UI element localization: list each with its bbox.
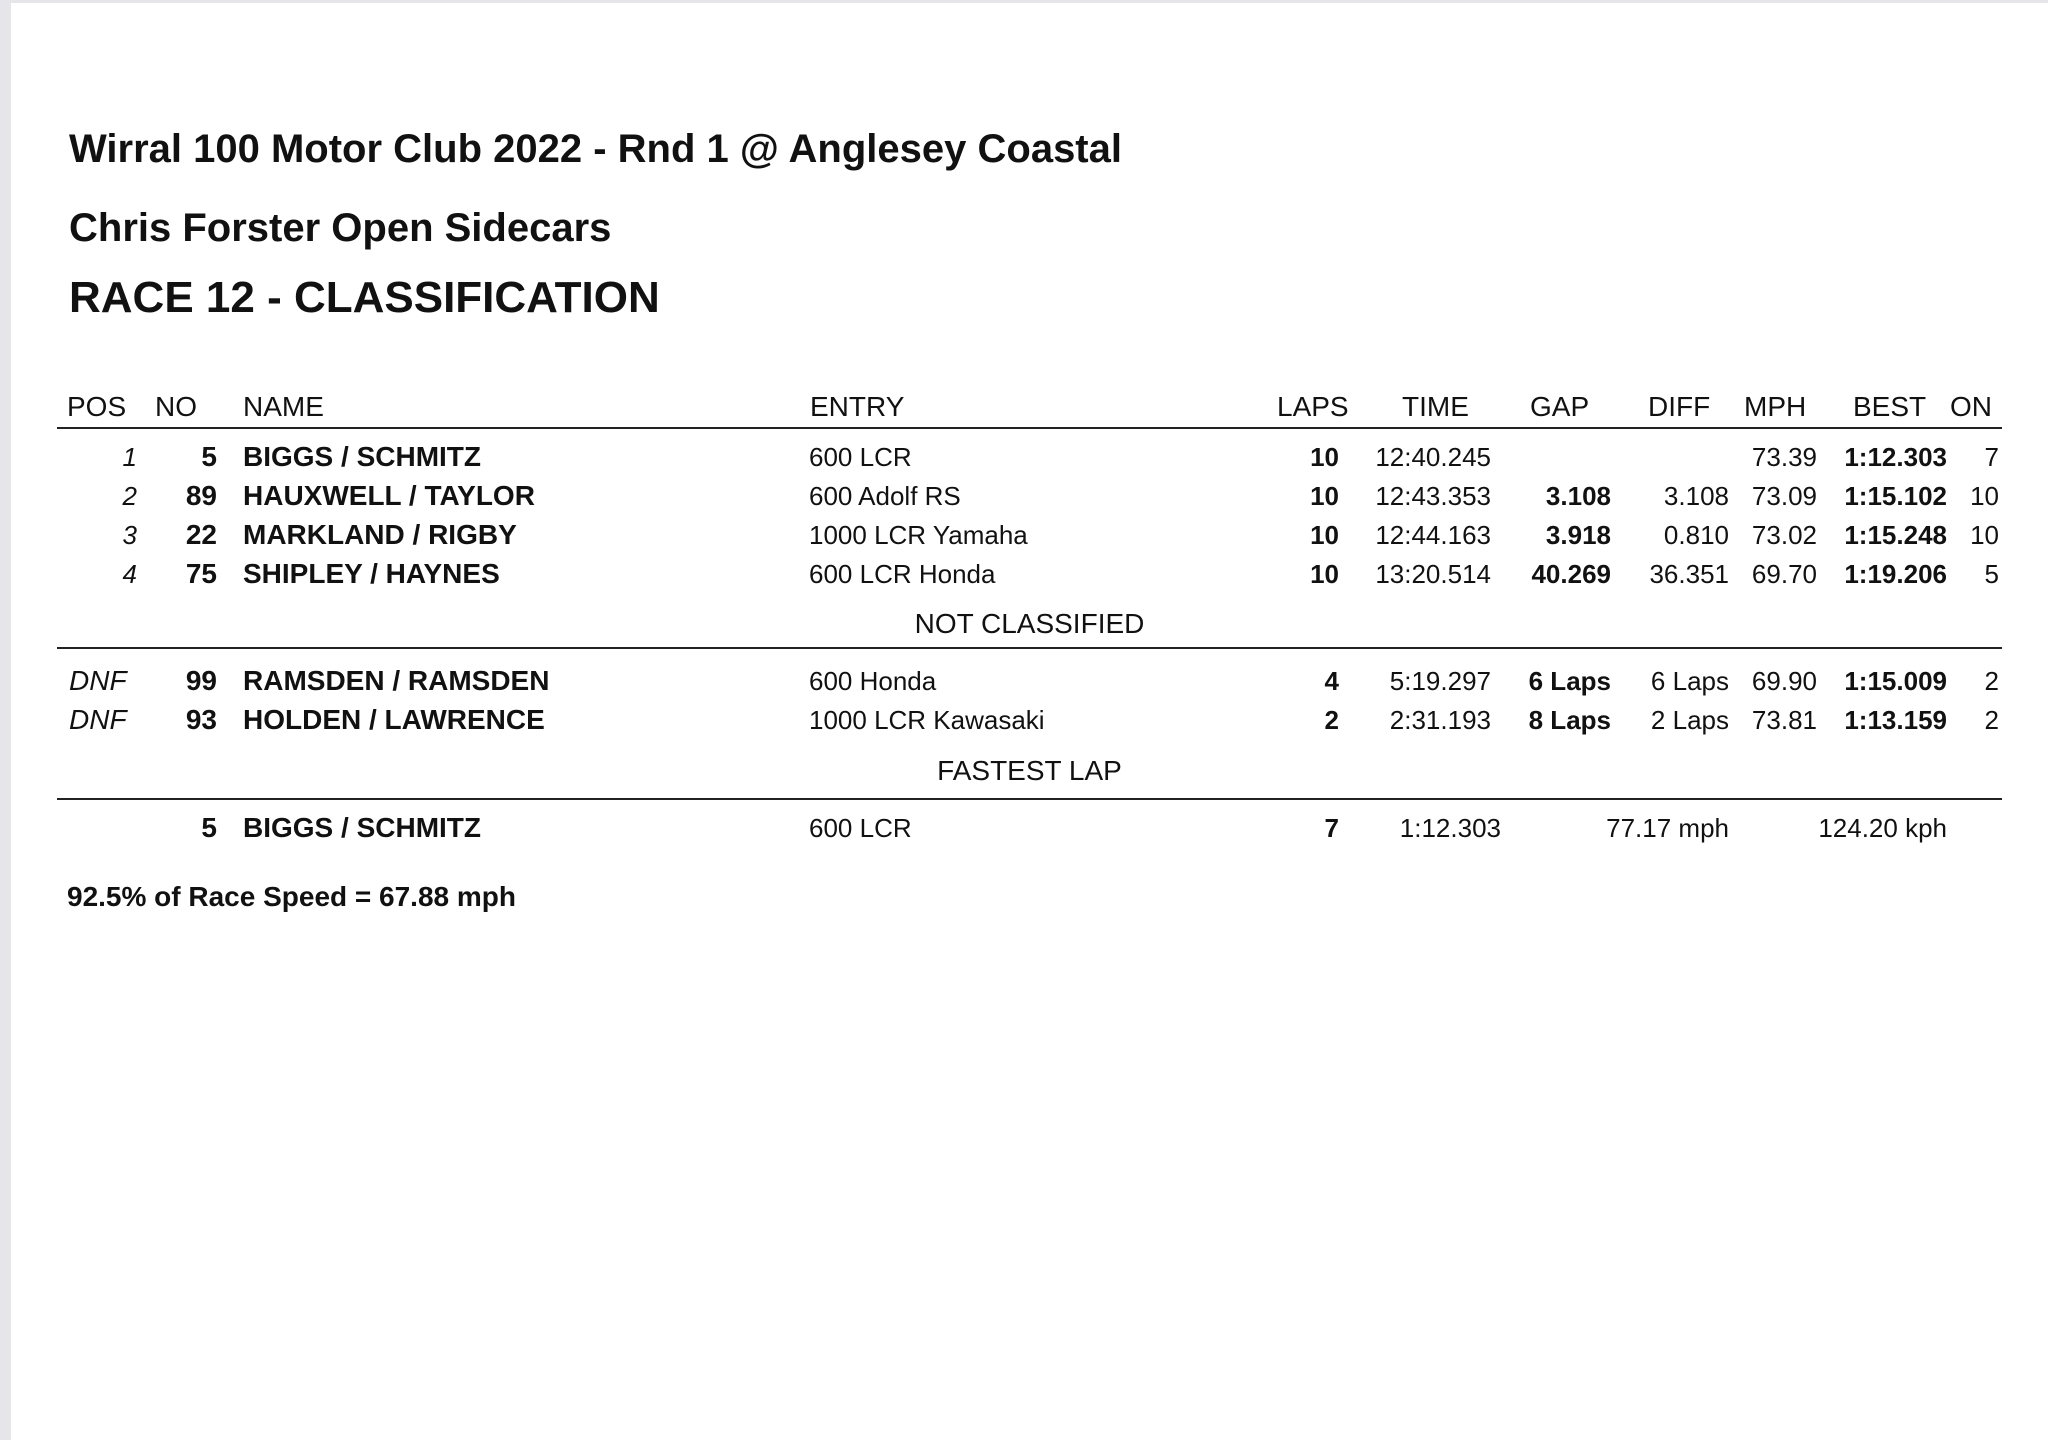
table-row — [11, 700, 2048, 740]
laps-cell: 10 — [1310, 481, 1339, 511]
gap-cell: 3.108 — [1545, 481, 1611, 511]
laps-cell: 10 — [1310, 442, 1339, 472]
name-cell: SHIPLEY / HAYNES — [243, 558, 500, 589]
lap-kph-cell: 124.20 kph — [1818, 813, 1947, 843]
no-cell: 93 — [185, 704, 217, 735]
best-cell: 1:12.303 — [1844, 442, 1947, 472]
table-row — [11, 515, 2048, 555]
no-cell: 75 — [185, 558, 217, 589]
on-cell: 2 — [1984, 705, 1999, 735]
entry-cell: 600 LCR — [809, 442, 912, 472]
entry-cell: 1000 LCR Kawasaki — [809, 705, 1045, 735]
name-cell: BIGGS / SCHMITZ — [243, 441, 481, 472]
entry-cell: 600 LCR — [809, 813, 912, 843]
col-header-gap: GAP — [1530, 391, 1590, 422]
col-header-laps: LAPS — [1277, 391, 1349, 422]
laps-cell: 10 — [1310, 559, 1339, 589]
table-row — [11, 476, 2048, 516]
name-cell: BIGGS / SCHMITZ — [243, 812, 481, 843]
lap-cell: 7 — [1324, 813, 1339, 843]
col-header-on: ON — [1950, 391, 1992, 422]
pos-cell: DNF — [69, 665, 127, 696]
entry-cell: 600 Adolf RS — [809, 481, 961, 511]
best-cell: 1:15.009 — [1844, 666, 1947, 696]
pos-cell: 1 — [122, 442, 137, 472]
on-cell: 5 — [1984, 559, 1999, 589]
name-cell: HOLDEN / LAWRENCE — [243, 704, 545, 735]
mph-cell: 73.09 — [1751, 481, 1817, 511]
best-cell: 1:15.102 — [1844, 481, 1947, 511]
on-cell: 7 — [1984, 442, 1999, 472]
fastest-lap-row — [11, 808, 2048, 848]
laps-cell: 2 — [1324, 705, 1339, 735]
col-header-time: TIME — [1402, 391, 1469, 422]
lap-mph-cell: 77.17 mph — [1606, 813, 1729, 843]
name-cell: RAMSDEN / RAMSDEN — [243, 665, 550, 696]
race-title: RACE 12 - CLASSIFICATION — [69, 273, 660, 322]
on-cell: 2 — [1984, 666, 1999, 696]
diff-cell: 3.108 — [1663, 481, 1729, 511]
no-cell: 99 — [185, 665, 217, 696]
on-cell: 10 — [1970, 481, 1999, 511]
mph-cell: 73.81 — [1751, 705, 1817, 735]
fastest-lap-heading: FASTEST LAP — [937, 755, 1122, 786]
diff-cell: 6 Laps — [1650, 666, 1729, 696]
table-row — [11, 661, 2048, 701]
diff-cell: 36.351 — [1649, 559, 1729, 589]
mph-cell: 73.02 — [1751, 520, 1817, 550]
no-cell: 5 — [201, 441, 217, 472]
gap-cell: 40.269 — [1531, 559, 1611, 589]
col-header-no: NO — [155, 391, 197, 422]
lap-time-cell: 1:12.303 — [1399, 813, 1501, 843]
col-header-entry: ENTRY — [810, 391, 905, 422]
no-cell: 22 — [185, 519, 217, 550]
race-speed-note: 92.5% of Race Speed = 67.88 mph — [67, 881, 516, 912]
class-title: Chris Forster Open Sidecars — [69, 206, 612, 250]
no-cell: 89 — [185, 480, 217, 511]
col-header-pos: POS — [67, 391, 127, 422]
col-header-mph: MPH — [1744, 391, 1807, 422]
gap-cell: 3.918 — [1545, 520, 1611, 550]
entry-cell: 600 Honda — [809, 666, 937, 696]
time-cell: 5:19.297 — [1389, 666, 1491, 696]
time-cell: 12:44.163 — [1375, 520, 1491, 550]
results-sheet — [11, 3, 2048, 1440]
best-cell: 1:15.248 — [1844, 520, 1947, 550]
on-cell: 10 — [1970, 520, 1999, 550]
time-cell: 13:20.514 — [1375, 559, 1491, 589]
no-cell: 5 — [201, 812, 217, 843]
mph-cell: 69.90 — [1751, 666, 1817, 696]
gap-cell: 8 Laps — [1528, 705, 1611, 735]
pos-cell: 4 — [122, 559, 137, 589]
table-row — [11, 554, 2048, 594]
entry-cell: 1000 LCR Yamaha — [809, 520, 1028, 550]
event-title: Wirral 100 Motor Club 2022 - Rnd 1 @ Anglesey Coastal — [69, 127, 1122, 171]
name-cell: HAUXWELL / TAYLOR — [243, 480, 535, 511]
best-cell: 1:19.206 — [1844, 559, 1947, 589]
not-classified-heading: NOT CLASSIFIED — [914, 608, 1145, 639]
mph-cell: 73.39 — [1751, 442, 1817, 472]
best-cell: 1:13.159 — [1844, 705, 1947, 735]
col-header-diff: DIFF — [1648, 391, 1711, 422]
laps-cell: 10 — [1310, 520, 1339, 550]
diff-cell: 0.810 — [1663, 520, 1729, 550]
mph-cell: 69.70 — [1751, 559, 1817, 589]
pos-cell: 3 — [122, 520, 137, 550]
pos-cell: DNF — [69, 704, 127, 735]
fastest-lap-divider — [57, 798, 2002, 800]
laps-cell: 4 — [1324, 666, 1339, 696]
header-divider — [57, 427, 2002, 429]
time-cell: 12:43.353 — [1375, 481, 1491, 511]
entry-cell: 600 LCR Honda — [809, 559, 996, 589]
col-header-name: NAME — [243, 391, 324, 422]
name-cell: MARKLAND / RIGBY — [243, 519, 517, 550]
pos-cell: 2 — [122, 481, 137, 511]
diff-cell: 2 Laps — [1650, 705, 1729, 735]
time-cell: 12:40.245 — [1375, 442, 1491, 472]
time-cell: 2:31.193 — [1389, 705, 1491, 735]
col-header-best: BEST — [1853, 391, 1927, 422]
not-classified-divider — [57, 647, 2002, 649]
gap-cell: 6 Laps — [1528, 666, 1611, 696]
table-row — [11, 437, 2048, 477]
